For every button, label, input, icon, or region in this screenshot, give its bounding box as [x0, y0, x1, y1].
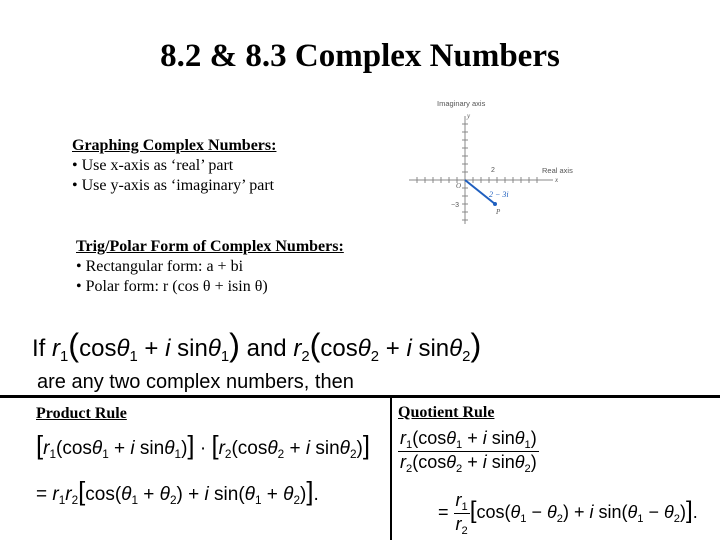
- x-axis-letter: x: [555, 176, 559, 184]
- and-word: and: [246, 335, 287, 362]
- polar-section: [76, 237, 344, 297]
- quotient-rule-heading: Quotient Rule: [398, 404, 495, 421]
- if-word: If: [32, 335, 46, 362]
- polar-heading: Trig/Polar Form of Complex Numbers:: [76, 238, 344, 255]
- polar-bullet-rectangular: • Rectangular form: a + bi: [76, 258, 244, 275]
- product-rule-line-1: [$r_1(\cos\theta_1 + i$ $\sin\theta_1)] \cdot [r_2(\cos\theta_2 + i$ sinθ$_2$)]: [36, 432, 370, 462]
- vertical-divider: [390, 397, 392, 540]
- imaginary-axis-title: Imaginary axis: [437, 99, 486, 108]
- y-axis-letter: y: [467, 112, 471, 120]
- graphing-heading: Graphing Complex Numbers:: [72, 137, 277, 154]
- graphing-bullet-x: • Use x-axis as ‘real’ part: [72, 157, 234, 174]
- product-rule-line-2: = $r_1r_2[\cos(\theta_1 + \theta_2) + i$ $\sin(\theta_1 + \theta_2)$].: [36, 478, 319, 508]
- real-axis-title: Real axis: [542, 166, 573, 175]
- product-rule-heading: Product Rule: [36, 405, 127, 422]
- condition-then-line: are any two complex numbers, then: [37, 371, 354, 393]
- horizontal-divider: [0, 395, 720, 398]
- condition-formula: If $r_1(\cos\theta_1 + i$ sinθ$_1$) and $r_2(\cos\theta_2 + i$ sinθ$_2$): [32, 327, 482, 366]
- quotient-rule-fraction: $\frac{r_1(\cos\theta_1 + i \sin\theta_1)}{r_2(\cos\theta_2 + i \sin\theta_2)}$: [400, 428, 537, 475]
- point-p: [493, 202, 497, 206]
- point-label: P: [496, 208, 501, 216]
- polar-bullet-polar: • Polar form: r (cos θ + isin θ): [76, 278, 268, 295]
- tick-label-2: 2: [491, 167, 495, 174]
- graphing-bullet-y: • Use y-axis as ‘imaginary’ part: [72, 177, 275, 194]
- complex-plane-graph: [405, 96, 573, 230]
- slide-title: 8.2 & 8.3 Complex Numbers: [160, 38, 560, 74]
- origin-label: O: [456, 182, 462, 190]
- graphing-section: [72, 136, 276, 196]
- quotient-rule-result: = $\frac{r_1}{r_2}$ [$\cos(\theta_1 - \theta_2) + i$ $\sin(\theta_1 - \theta_2)$].: [438, 490, 698, 537]
- point-expression: 2 − 3i: [489, 190, 509, 199]
- tick-label-neg3: −3: [451, 202, 459, 209]
